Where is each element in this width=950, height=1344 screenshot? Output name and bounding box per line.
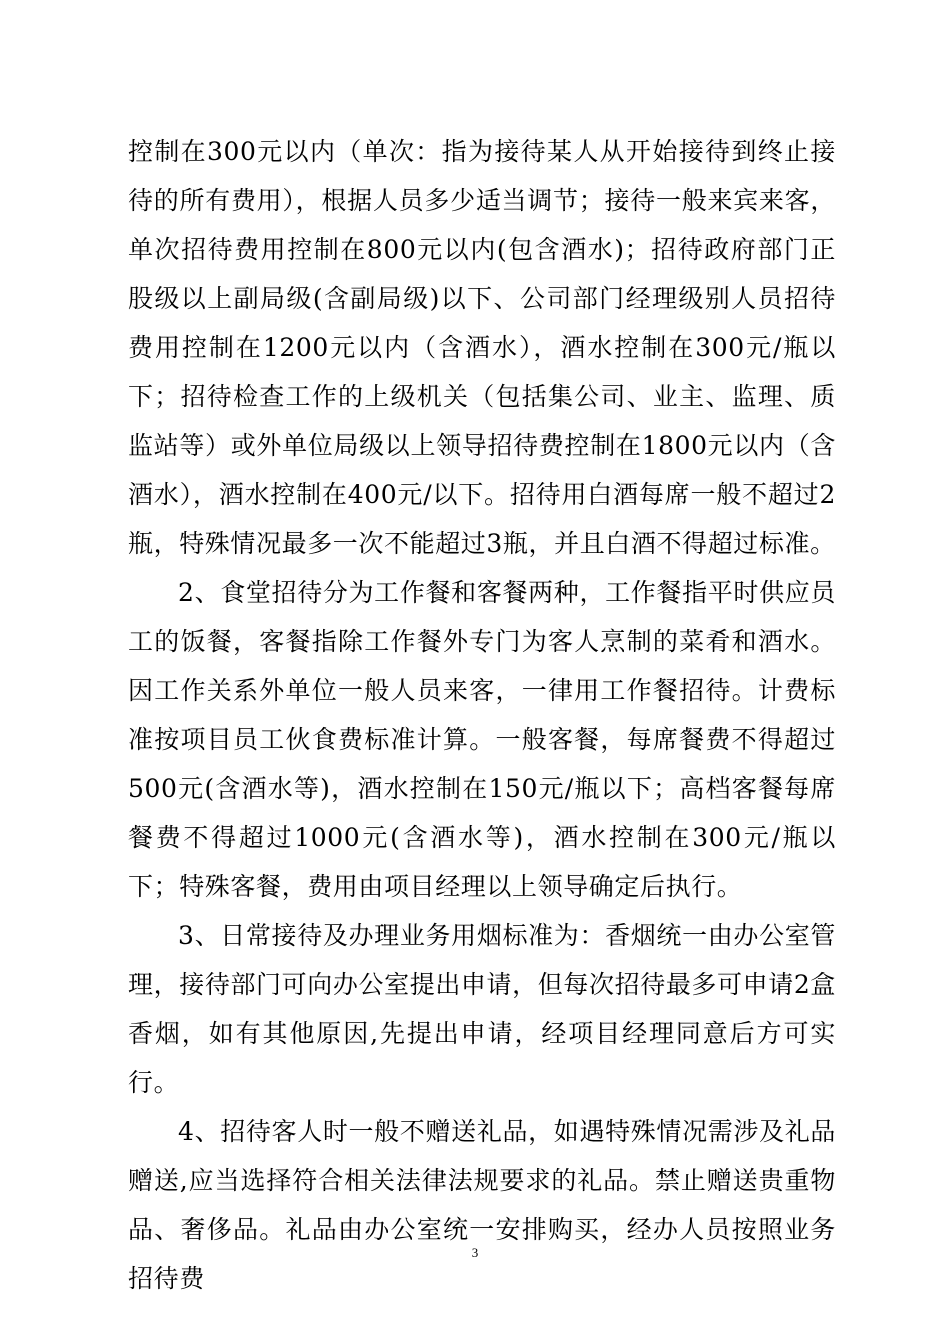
paragraph-continuation: 控制在300元以内（单次：指为接待某人从开始接待到终止接待的所有费用），根据人员多少适当调节；接待一般来宾来客，单次招待费用控制在800元以内(包含酒水)；招待政府部门正股级以上副局级(含副局级)以下、公司部门经理级别人员招待费用控制在1200元以内（含酒水），酒水控制在300元/瓶以下；招待检查工作的上级机关（包括集公司、业主、监理、质监站等）或外单位局级以上领导招待费控制在1800元以内（含酒水），酒水控制在400元/以下。招待用白酒每席一般不超过2瓶，特殊情况最多一次不能超过3瓶，并且白酒不得超过标准。 <box>128 137 836 558</box>
document-body <box>128 127 836 1303</box>
paragraph-item-2: 2、食堂招待分为工作餐和客餐两种，工作餐指平时供应员工的饭餐，客餐指除工作餐外专门为客人烹制的菜肴和酒水。因工作关系外单位一般人员来客，一律用工作餐招待。计费标准按项目员工伙食费标准计算。一般客餐，每席餐费不得超过500元(含酒水等)，酒水控制在150元/瓶以下；高档客餐每席餐费不得超过1000元(含酒水等)，酒水控制在300元/瓶以下；特殊客餐，费用由项目经理以上领导确定后执行。 <box>128 578 836 901</box>
paragraph-item-3: 3、日常接待及办理业务用烟标准为：香烟统一由办公室管理，接待部门可向办公室提出申请，但每次招待最多可申请2盒香烟，如有其他原因,先提出申请，经项目经理同意后方可实行。 <box>128 921 836 1097</box>
page-number: 3 <box>471 1245 479 1260</box>
paragraph-item-4: 4、招待客人时一般不赠送礼品，如遇特殊情况需涉及礼品赠送,应当选择符合相关法律法规要求的礼品。禁止赠送贵重物品、奢侈品。礼品由办公室统一安排购买，经办人员按照业务招待费 <box>128 1117 836 1293</box>
